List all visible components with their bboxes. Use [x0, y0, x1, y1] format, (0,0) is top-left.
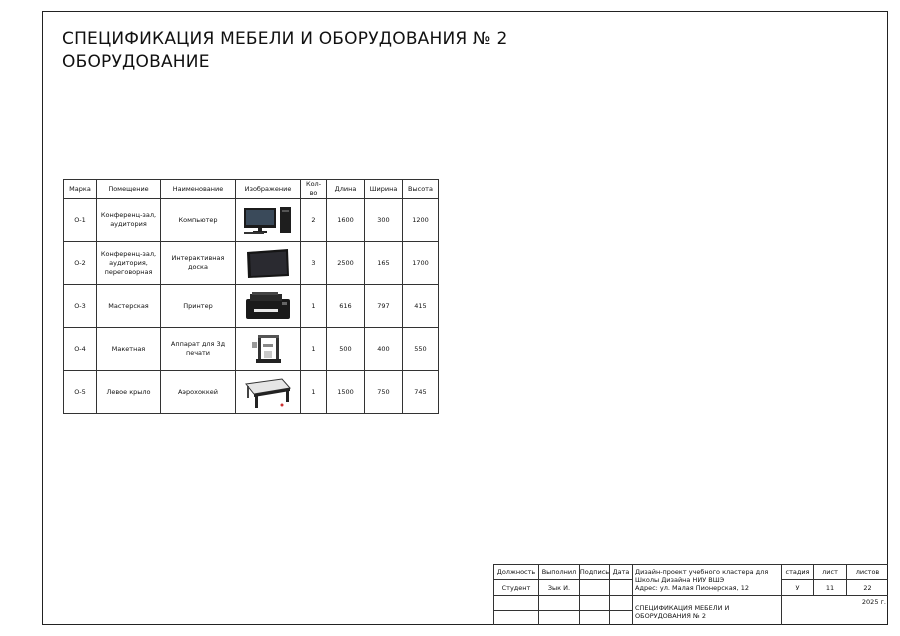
- cell-height: 1200: [403, 199, 439, 242]
- cell-mark: О-5: [64, 371, 97, 414]
- table-row: [64, 371, 439, 414]
- page-title: [62, 28, 508, 74]
- cell-height: 1700: [403, 242, 439, 285]
- cell-mark: О-4: [64, 328, 97, 371]
- stamp-col-sign: Подпись: [579, 568, 610, 576]
- stamp-doc-title: СПЕЦИФИКАЦИЯ МЕБЕЛИ И ОБОРУДОВАНИЯ № 2: [635, 604, 730, 620]
- cell-name: Принтер: [161, 285, 236, 328]
- col-header-image: Изображение: [236, 180, 301, 199]
- cell-qty: 1: [301, 328, 327, 371]
- table-row: [64, 285, 439, 328]
- cell-room: Мастерская: [97, 285, 161, 328]
- cell-image: [236, 328, 301, 371]
- cell-length: 1500: [327, 371, 365, 414]
- stamp-col-done: Выполнил: [541, 568, 577, 576]
- stamp-year: 2025 г.: [861, 598, 886, 606]
- col-header-qty: Кол-во: [301, 180, 327, 199]
- cell-width: 165: [365, 242, 403, 285]
- stamp-sheet-value: 11: [825, 583, 835, 592]
- stamp-done-value: Зык И.: [547, 583, 571, 592]
- col-header-name: Наименование: [161, 180, 236, 199]
- interactive-board-image: [238, 243, 298, 283]
- stamp-col-position: Должность: [496, 568, 536, 576]
- cell-width: 400: [365, 328, 403, 371]
- cell-height: 550: [403, 328, 439, 371]
- cell-image: [236, 242, 301, 285]
- cell-image: [236, 285, 301, 328]
- cell-width: 300: [365, 199, 403, 242]
- specification-table: [63, 179, 439, 414]
- col-header-room: Помещение: [97, 180, 161, 199]
- table-row: [64, 242, 439, 285]
- stamp-sheets-label: листов: [855, 568, 880, 576]
- col-header-length: Длина: [327, 180, 365, 199]
- stamp-sheet-label: лист: [822, 568, 838, 576]
- 3d-printer-image: [238, 329, 298, 369]
- cell-height: 415: [403, 285, 439, 328]
- stamp-project-line-1: Дизайн-проект учебного кластера для: [635, 568, 769, 576]
- cell-qty: 3: [301, 242, 327, 285]
- stamp-project-line-3: Адрес: ул. Малая Пионерская, 12: [635, 584, 749, 592]
- col-header-mark: Марка: [64, 180, 97, 199]
- cell-qty: 2: [301, 199, 327, 242]
- cell-length: 616: [327, 285, 365, 328]
- cell-name: Интерактивная доска: [161, 242, 236, 285]
- col-header-height: Высота: [403, 180, 439, 199]
- cell-name: Аппарат для 3д печати: [161, 328, 236, 371]
- cell-qty: 1: [301, 285, 327, 328]
- title-block: [493, 564, 888, 625]
- cell-length: 2500: [327, 242, 365, 285]
- cell-height: 745: [403, 371, 439, 414]
- cell-room: Левое крыло: [97, 371, 161, 414]
- cell-qty: 1: [301, 371, 327, 414]
- computer-image: [238, 200, 298, 240]
- cell-room: Конференц-зал, аудитория, переговорная: [97, 242, 161, 285]
- table-row: [64, 328, 439, 371]
- cell-mark: О-1: [64, 199, 97, 242]
- cell-name: Компьютер: [161, 199, 236, 242]
- printer-image: [238, 286, 298, 326]
- cell-length: 1600: [327, 199, 365, 242]
- stamp-project-line-2: Школы Дизайна НИУ ВШЭ: [635, 576, 725, 584]
- cell-length: 500: [327, 328, 365, 371]
- air-hockey-image: [238, 372, 298, 412]
- table-header-row: [64, 180, 439, 199]
- cell-image: [236, 199, 301, 242]
- cell-room: Макетная: [97, 328, 161, 371]
- title-line-1: СПЕЦИФИКАЦИЯ МЕБЕЛИ И ОБОРУДОВАНИЯ № 2: [62, 29, 508, 49]
- title-line-2: ОБОРУДОВАНИЕ: [62, 52, 210, 72]
- stamp-sheets-value: 22: [863, 583, 872, 592]
- cell-mark: О-3: [64, 285, 97, 328]
- stamp-position-value: Студент: [501, 583, 531, 592]
- col-header-width: Ширина: [365, 180, 403, 199]
- cell-mark: О-2: [64, 242, 97, 285]
- cell-room: Конференц-зал, аудитория: [97, 199, 161, 242]
- stamp-col-date: Дата: [612, 568, 630, 576]
- cell-image: [236, 371, 301, 414]
- cell-width: 797: [365, 285, 403, 328]
- cell-name: Аэрохоккей: [161, 371, 236, 414]
- stamp-project-info: [635, 565, 780, 595]
- stamp-stage-value: У: [795, 583, 800, 592]
- cell-width: 750: [365, 371, 403, 414]
- table-row: [64, 199, 439, 242]
- stamp-stage-label: стадия: [785, 568, 810, 576]
